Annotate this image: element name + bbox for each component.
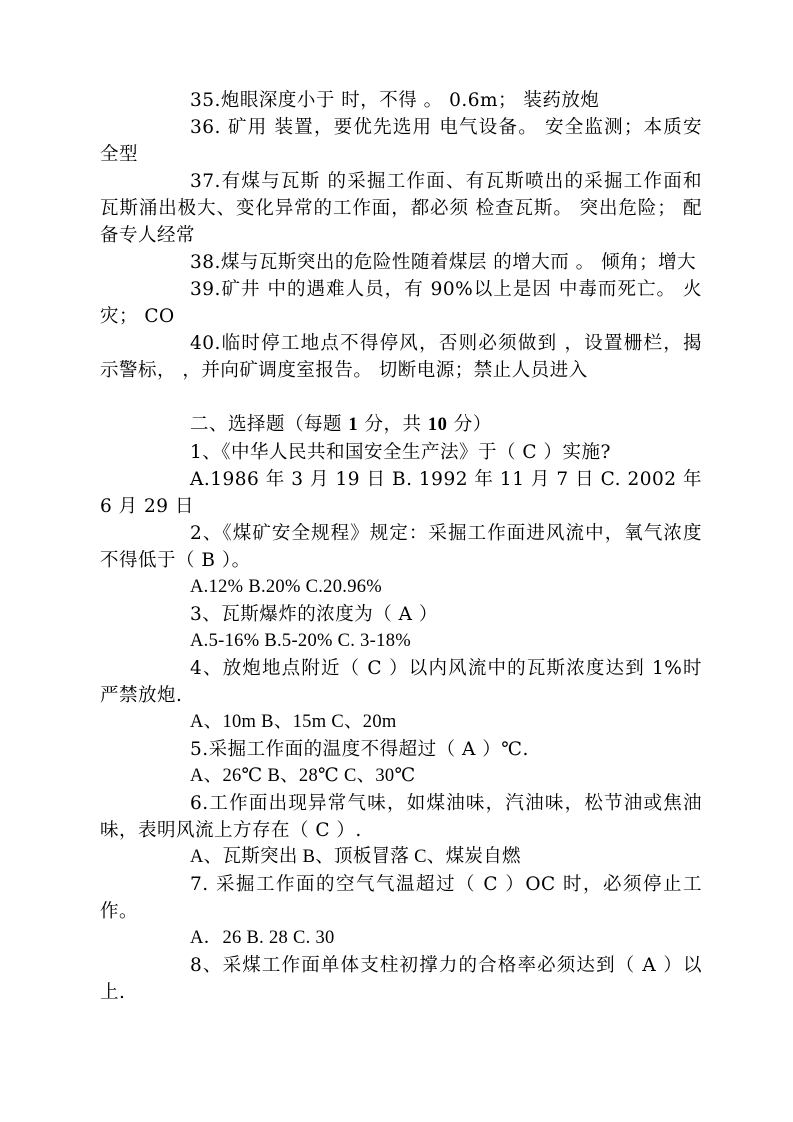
question-7-stem: 7. 采掘工作面的空气气温超过（ C ）OC 时，必须停止工作。 — [100, 874, 702, 922]
section-score-each: 1 — [348, 415, 359, 435]
section-title-suffix: 分） — [447, 414, 492, 435]
section-score-total: 10 — [427, 415, 448, 435]
section-gap — [100, 384, 702, 411]
section-title — [100, 411, 702, 439]
question-1-stem: 1、《中华人民共和国安全生产法》于（ C ）实施? — [190, 442, 611, 463]
fill-blank-item-36: 36. 矿用 装置，要优先选用 电气设备。 安全监测；本质安全型 — [100, 117, 702, 165]
question-5-stem: 5.采掘工作面的温度不得超过（ A ）℃. — [190, 739, 529, 760]
question-5-options: A、26℃ B、28℃ C、30℃ — [190, 766, 416, 786]
question-6-stem: 6.工作面出现异常气味，如煤油味，汽油味，松节油或焦油味，表明风流上方存在（ C ）. — [100, 793, 702, 841]
question-3-stem: 3、瓦斯爆炸的浓度为（ A ） — [190, 604, 438, 625]
question-1-options: A.1986 年 3 月 19 日 B. 1992 年 11 月 7 日 C. 2002 年 6 月 29 日 — [100, 469, 702, 517]
fill-blank-item-39: 39.矿井 中的遇难人员，有 90%以上是因 中毒而死亡。 火灾； CO — [100, 279, 702, 327]
question-7-options: A．26 B. 28 C. 30 — [190, 928, 335, 948]
question-6-options: A、瓦斯突出 B、顶板冒落 C、煤炭自燃 — [190, 847, 521, 867]
fill-blank-item-35: 35.炮眼深度小于 时，不得 。 0.6m； 装药放炮 — [190, 90, 600, 111]
fill-blank-item-37: 37.有煤与瓦斯 的采掘工作面、有瓦斯喷出的采掘工作面和瓦斯涌出极大、变化异常的工作面，都必须 检查瓦斯。 突出危险； 配备专人经常 — [100, 171, 702, 246]
document-page — [100, 87, 702, 1006]
question-4-options: A、10m B、15m C、20m — [190, 712, 397, 732]
question-4-stem: 4、放炮地点附近（ C ）以内风流中的瓦斯浓度达到 1%时严禁放炮. — [100, 658, 702, 706]
section-title-middle: 分，共 — [358, 414, 428, 435]
question-2-options: A.12% B.20% C.20.96% — [190, 577, 383, 597]
fill-blank-item-40: 40.临时停工地点不得停风，否则必须做到 ，设置栅栏，揭示警标， ，并向矿调度室报告。 切断电源；禁止人员进入 — [100, 333, 702, 381]
section-title-prefix: 二、选择题（每题 — [190, 414, 349, 435]
question-2-stem: 2、《煤矿安全规程》规定：采掘工作面进风流中，氧气浓度不得低于（ B ）。 — [100, 523, 702, 571]
question-3-options: A.5-16% B.5-20% C. 3-18% — [190, 631, 411, 651]
question-8-stem: 8、采煤工作面单体支柱初撑力的合格率必须达到（ A ）以上. — [100, 955, 702, 1003]
fill-blank-item-38: 38.煤与瓦斯突出的危险性随着煤层 的增大而 。 倾角；增大 — [190, 252, 697, 273]
